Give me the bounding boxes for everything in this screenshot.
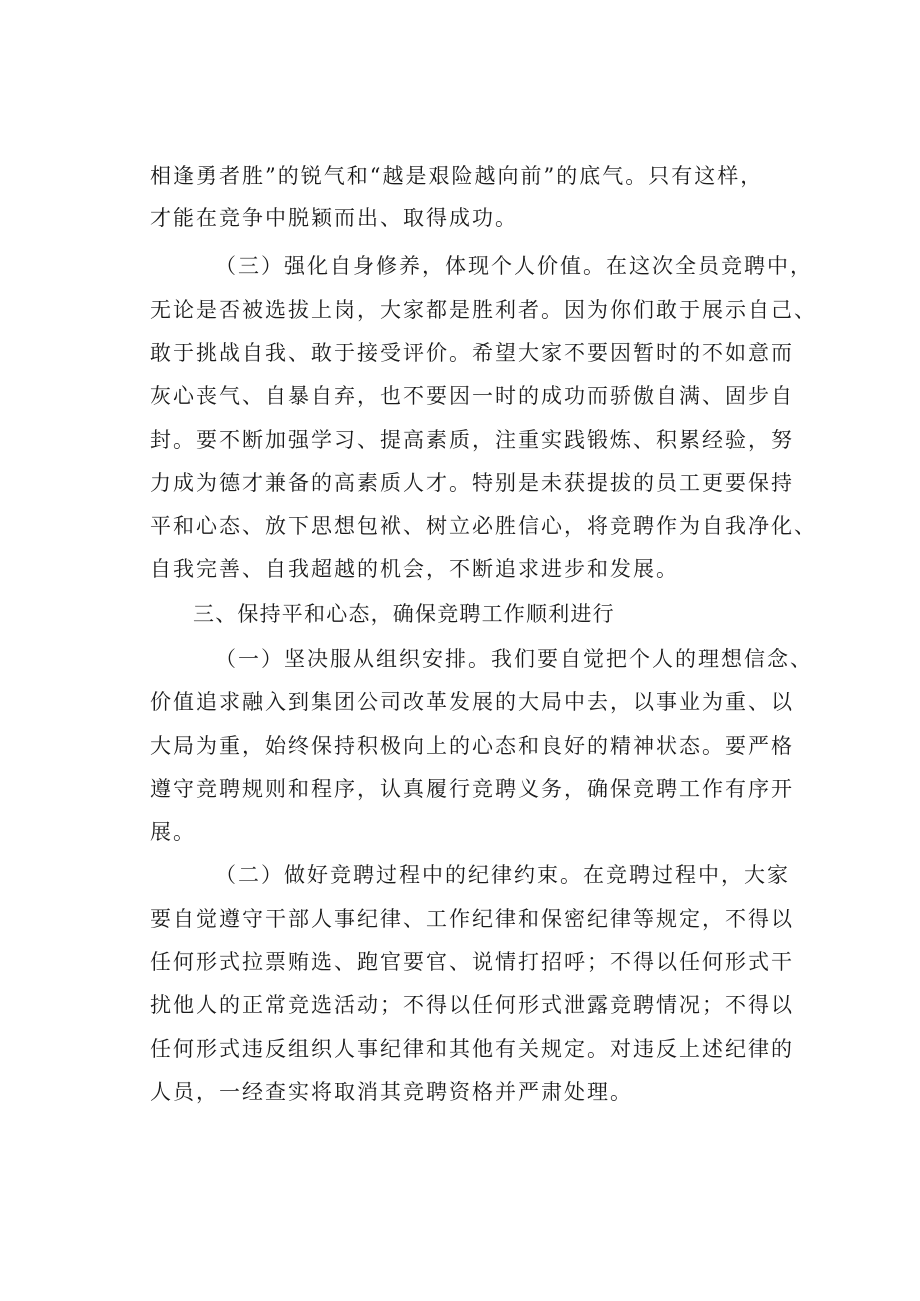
paragraph-line: 封。要不断加强学习、提高素质，注重实践锻炼、积累经验，努 [150,428,794,452]
paragraph-line: 无论是否被选拔上岗，大家都是胜利者。因为你们敢于展示自己、 [150,298,817,322]
paragraph-line: 遵守竞聘规则和程序，认真履行竞聘义务，确保竞聘工作有序开 [150,777,794,801]
paragraph-line: 才能在竞争中脱颖而出、取得成功。 [150,206,518,230]
paragraph-line: （二）做好竞聘过程中的纪律约束。在竞聘过程中，大家 [215,863,790,887]
paragraph-line: 敢于挑战自我、敢于接受评价。希望大家不要因暂时的不如意而 [150,341,794,365]
paragraph-line: 任何形式违反组织人事纪律和其他有关规定。对违反上述纪律的 [150,1037,794,1061]
paragraph-line: 相逢勇者胜”的锐气和“越是艰险越向前”的底气。只有这样， [150,164,764,188]
paragraph-line: 大局为重，始终保持积极向上的心态和良好的精神状态。要严格 [150,734,794,758]
paragraph-line: 展。 [150,820,196,844]
paragraph-line: 力成为德才兼备的高素质人才。特别是未获提拔的员工更要保持 [150,471,794,495]
paragraph-line: （三）强化自身修养，体现个人价值。在这次全员竞聘中， [215,254,813,278]
paragraph-line: 价值追求融入到集团公司改革发展的大局中去，以事业为重、以 [150,690,794,714]
paragraph-line: 人员，一经查实将取消其竞聘资格并严肃处理。 [150,1080,633,1104]
paragraph-line: （一）坚决服从组织安排。我们要自觉把个人的理想信念、 [215,647,813,671]
paragraph-line: 扰他人的正常竞选活动；不得以任何形式泄露竞聘情况；不得以 [150,993,794,1017]
paragraph-line: 要自觉遵守干部人事纪律、工作纪律和保密纪律等规定，不得以 [150,907,794,931]
section-heading: 三、保持平和心态，确保竞聘工作顺利进行 [193,602,615,626]
paragraph-line: 任何形式拉票贿选、跑官要官、说情打招呼；不得以任何形式干 [150,950,794,974]
paragraph-line: 平和心态、放下思想包袱、树立必胜信心，将竞聘作为自我净化、 [150,514,817,538]
paragraph-line: 灰心丧气、自暴自弃，也不要因一时的成功而骄傲自满、固步自 [150,384,794,408]
paragraph-line: 自我完善、自我超越的机会，不断追求进步和发展。 [150,557,679,581]
